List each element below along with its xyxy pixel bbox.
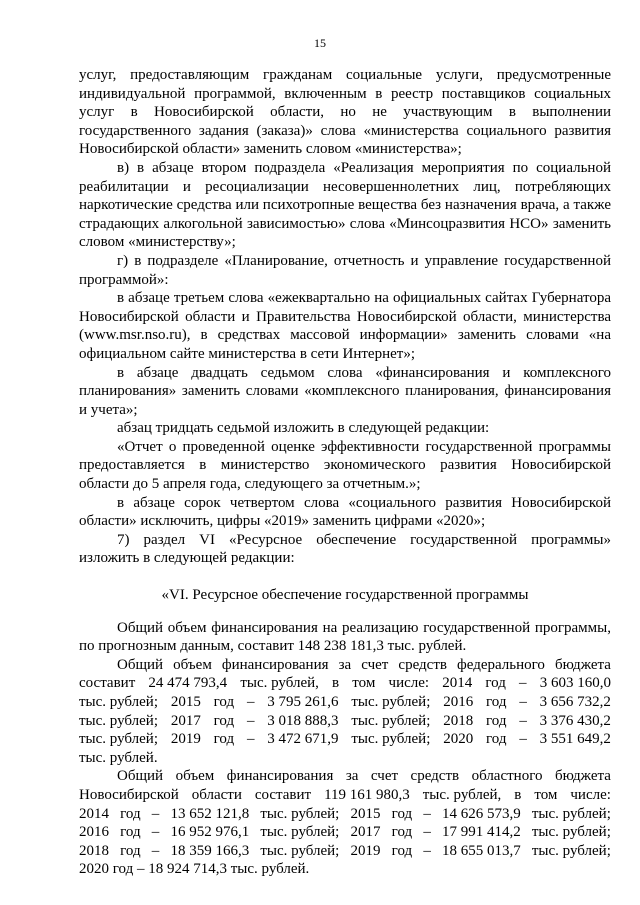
- text-token: –: [246, 712, 255, 729]
- text-token: –: [519, 675, 527, 692]
- text-line: [79, 730, 611, 749]
- text-token: тыс. рублей;: [79, 731, 158, 748]
- text-line: [79, 674, 611, 693]
- text-token: 3 018 888,3: [267, 712, 339, 729]
- text-token: средств: [410, 768, 460, 785]
- paragraph-report-quote: «Отчет о проведенной оценке эффективности государственной программы предоставляется в министерство экономического развития Новосибирской области до 5 апреля года, следующего за отчетным.»;: [79, 438, 611, 493]
- text-token: год: [120, 842, 141, 859]
- text-token: год: [213, 694, 235, 710]
- text-token: тыс. рублей;: [351, 712, 431, 729]
- federal-funding-paragraph: [79, 656, 611, 768]
- text-token: 2014: [442, 675, 473, 692]
- paragraph-abzac-27: в абзаце двадцать седьмом слова «финансирования и комплексного планирования» заменить словами «комплексного планирования, финансирования и учета»;: [79, 364, 611, 418]
- text-token: –: [423, 805, 431, 822]
- text-token: год: [213, 731, 235, 748]
- paragraph-item-v: в) в абзаце втором подраздела «Реализация мероприятия по социальной реабилитации и ресоциализации несовершеннолетних лиц, потребляющих наркотические средства или психотропные вещества без назначения врача, а также страдающих алкогольной зависимостью» слова «Минсоцразвития НСО» заменить словом «министерству»;: [79, 159, 611, 251]
- text-token: финансирования: [221, 656, 329, 673]
- text-token: объем: [175, 768, 215, 785]
- text-token: средств: [398, 656, 447, 673]
- text-token: Общий: [117, 768, 164, 785]
- text-token: 3 795 261,6: [267, 694, 339, 710]
- text-token: финансирования: [226, 768, 334, 785]
- text-token: 2015: [350, 805, 381, 822]
- page-number: 15: [314, 36, 326, 50]
- text-token: 119 161 980,3: [324, 786, 410, 803]
- text-token: в: [514, 786, 522, 803]
- text-line: [79, 805, 611, 824]
- text-token: тыс. рублей;: [260, 805, 340, 822]
- text-token: 2018: [443, 712, 474, 729]
- text-token: составит: [79, 675, 136, 692]
- text-token: 2017: [170, 712, 201, 729]
- paragraph-abzac-44: в абзаце сорок четвертом слова «социального развития Новосибирской области» исключить, цифры «2019» заменить цифрами «2020»;: [79, 494, 611, 530]
- text-token: год: [486, 712, 507, 729]
- text-token: за: [338, 656, 352, 673]
- text-line: [79, 842, 611, 861]
- text-token: 2017: [350, 824, 381, 841]
- text-token: 2019: [170, 731, 201, 748]
- text-token: 3 603 160,0: [539, 675, 611, 692]
- text-token: бюджета: [554, 656, 611, 673]
- text-token: 2016: [443, 694, 474, 710]
- text-token: за: [345, 768, 359, 785]
- text-token: 14 626 573,9: [441, 805, 521, 822]
- text-token: тыс. рублей;: [79, 712, 158, 729]
- paragraph-abzac-37: абзац тридцать седьмой изложить в следующей редакции:: [117, 420, 490, 437]
- text-token: областного: [471, 768, 543, 785]
- text-token: 18 655 013,7: [441, 842, 521, 859]
- text-token: 2015: [170, 694, 201, 710]
- text-token: 2019: [350, 842, 381, 859]
- text-token: год: [120, 805, 141, 822]
- text-line: [79, 749, 611, 768]
- paragraph-item-g: г) в подразделе «Планирование, отчетность и управление государственной программой»:: [79, 252, 611, 288]
- text-token: том: [534, 786, 558, 803]
- text-token: 2020: [443, 731, 474, 748]
- regional-funding-paragraph: [79, 767, 611, 879]
- text-line: [79, 860, 611, 879]
- document-body: [79, 66, 611, 879]
- text-token: счет: [370, 768, 399, 785]
- text-token: год: [391, 842, 413, 859]
- text-token: в: [332, 675, 340, 692]
- text-token: Общий: [117, 656, 164, 673]
- text-token: год: [485, 675, 506, 692]
- text-token: –: [151, 824, 160, 841]
- text-token: год: [391, 805, 413, 822]
- text-token: тыс. рублей.: [79, 749, 158, 766]
- text-token: год: [120, 824, 141, 841]
- text-token: 13 652 121,8: [170, 805, 250, 822]
- text-token: тыс. рублей;: [351, 694, 431, 710]
- text-token: тыс. рублей;: [79, 694, 158, 710]
- text-line: [79, 656, 611, 675]
- text-token: –: [519, 694, 527, 710]
- text-line: [79, 712, 611, 731]
- paragraph-total-funding: Общий объем финансирования на реализацию государственной программы, по прогнозным данным, составит 148 238 181,3 тыс. рублей.: [79, 619, 611, 655]
- text-token: год: [486, 694, 507, 710]
- text-token: 3 376 430,2: [539, 712, 611, 729]
- text-token: год: [213, 712, 235, 729]
- text-line: [79, 767, 611, 786]
- paragraph-item-7: 7) раздел VI «Ресурсное обеспечение государственной программы» изложить в следующей редакции:: [79, 531, 611, 567]
- text-token: тыс. рублей;: [531, 805, 611, 822]
- text-token: числе:: [388, 675, 430, 692]
- text-token: 2016: [79, 824, 109, 841]
- text-token: 18 359 166,3: [170, 842, 250, 859]
- text-token: бюджета: [554, 768, 611, 785]
- text-token: тыс. рублей;: [531, 824, 611, 841]
- text-token: –: [423, 842, 431, 859]
- text-token: тыс. рублей;: [351, 731, 431, 748]
- text-token: год: [486, 731, 507, 748]
- text-token: Новосибирской: [79, 786, 179, 803]
- text-token: счет: [361, 656, 389, 673]
- paragraph-abzac-3: в абзаце третьем слова «ежеквартально на официальных сайтах Губернатора Новосибирской области и Правительства Новосибирской области, министерства (www.msr.nso.ru), в средствах массовой информации» заменить словами «на официальном сайте министерства в сети Интернет»;: [79, 290, 611, 362]
- text-token: 24 474 793,4: [148, 675, 228, 692]
- paragraph-continuation: услуг, предоставляющим гражданам социальные услуги, предусмотренные индивидуальной программой, включенным в реестр поставщиков социальных услуг в Новосибирской области, но не участвующим в выполнении государственного задания (заказа)» слова «министерства социального развития Новосибирской области» заменить словом «министерства»;: [79, 67, 611, 158]
- text-token: тыс. рублей,: [240, 675, 319, 692]
- text-token: 2020 год – 18 924 714,3 тыс. рублей.: [79, 861, 310, 878]
- text-token: тыс. рублей;: [260, 824, 340, 841]
- text-token: –: [423, 824, 431, 841]
- text-token: тыс. рублей,: [422, 786, 502, 803]
- text-token: –: [246, 694, 255, 710]
- text-token: год: [391, 824, 413, 841]
- text-token: 16 952 976,1: [170, 824, 250, 841]
- text-token: 2014: [79, 805, 109, 822]
- text-token: –: [519, 712, 527, 729]
- text-token: –: [151, 805, 160, 822]
- text-token: тыс. рублей;: [260, 842, 340, 859]
- text-token: том: [352, 675, 376, 692]
- text-token: –: [519, 731, 527, 748]
- text-token: –: [151, 842, 160, 859]
- text-line: [79, 693, 611, 712]
- text-token: 2018: [79, 842, 109, 859]
- text-line: [79, 823, 611, 842]
- text-token: составит: [254, 786, 312, 803]
- text-token: –: [246, 731, 255, 748]
- text-token: федерального: [457, 656, 545, 673]
- text-token: 17 991 414,2: [441, 824, 521, 841]
- text-token: 3 656 732,2: [539, 694, 611, 710]
- text-token: 3 472 671,9: [267, 731, 339, 748]
- text-line: [79, 786, 611, 805]
- text-token: числе:: [570, 786, 611, 803]
- text-token: объем: [173, 656, 212, 673]
- text-token: 3 551 649,2: [539, 731, 611, 748]
- text-token: области: [191, 786, 242, 803]
- text-token: тыс. рублей;: [531, 842, 611, 859]
- section-heading: «VI. Ресурсное обеспечение государственной программы: [161, 587, 529, 604]
